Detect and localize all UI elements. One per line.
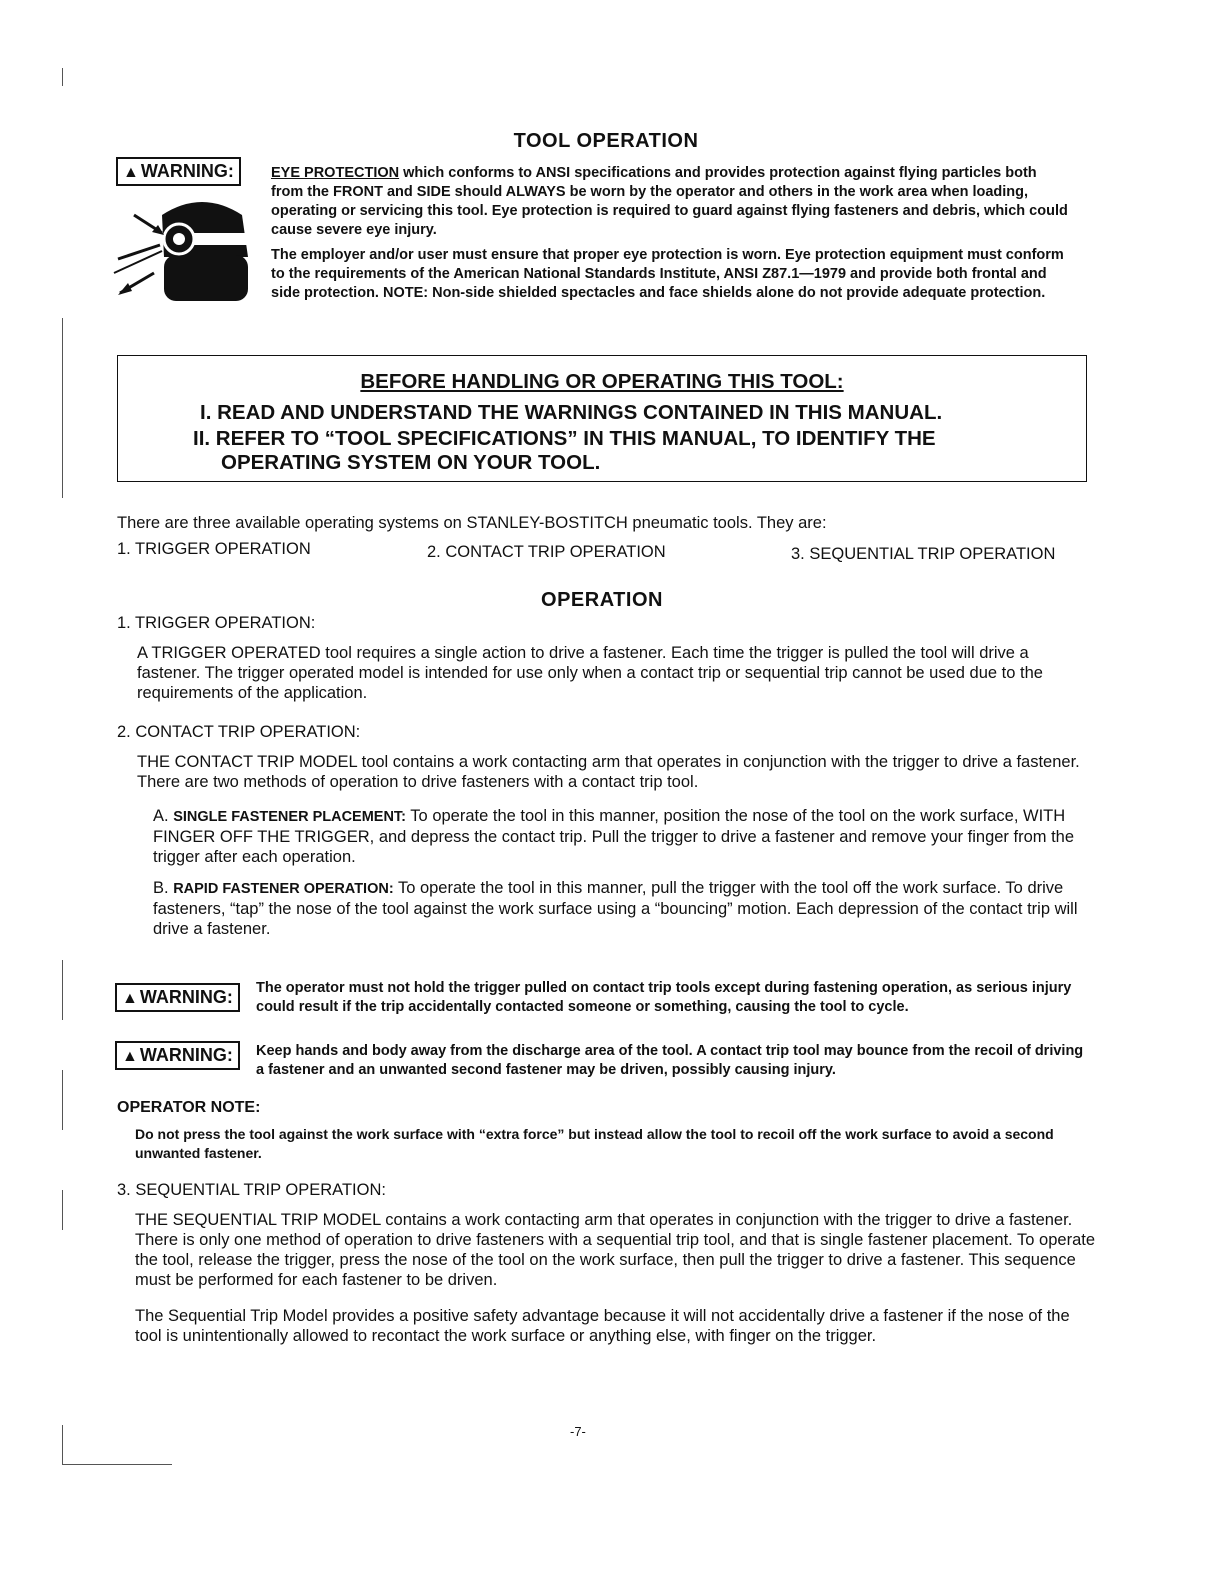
warning-badge: ▲ WARNING:: [115, 1041, 240, 1070]
contact-method-b: B. RAPID FASTENER OPERATION: To operate the tool in this manner, pull the trigger with the tool off the work surface. To drive fasteners, “tap” the nose of the tool against the work surface using a “bouncing” motion. Each depression of the contact trip will drive a fastener.: [153, 879, 1078, 938]
margin-mark: [62, 1190, 63, 1230]
margin-mark: [62, 318, 63, 498]
warning-badge: ▲ WARNING:: [116, 157, 241, 186]
before-operating-box: [117, 355, 1087, 482]
eye-protection-icon: [112, 195, 262, 310]
eye-protection-text: EYE PROTECTION which conforms to ANSI specifications and provides protection against flying particles both from the FRONT and SIDE should ALWAYS be worn by the operator and others in the work area when loading, operating or servicing this tool. Eye protection is required to guard against flying fasteners and debris, which could cause severe eye injury. The employer and/or user must ensure that proper eye protection is worn. Eye protection equipment must conform to the requirements of the American National Standards Institute, ANSI Z87.1—1979 and provide both frontal and side protection. NOTE: Non-side shielded spectacles and face shields alone do not provide adequate protection.: [271, 165, 1068, 301]
before-box-line-3: OPERATING SYSTEM ON YOUR TOOL.: [221, 451, 601, 474]
sequential-text-2: The Sequential Trip Model provides a positive safety advantage because it will not accidentally drive a fastener if the nose of the tool is unintentionally allowed to recontact the work surface or anything else, with finger on the trigger.: [135, 1307, 1070, 1345]
warning-triangle-icon: ▲: [122, 1048, 138, 1065]
warning-badge: ▲ WARNING:: [115, 983, 240, 1012]
operator-note-heading: OPERATOR NOTE:: [117, 1099, 261, 1116]
contact-text: THE CONTACT TRIP MODEL tool contains a work contacting arm that operates in conjunction with the trigger to drive a fastener. There are two methods of operation to drive fasteners with a contact trip tool.: [137, 753, 1080, 791]
before-box-line-1: I. READ AND UNDERSTAND THE WARNINGS CONTAINED IN THIS MANUAL.: [200, 401, 943, 424]
warning-triangle-icon: ▲: [122, 990, 138, 1007]
system-option-3: 3. SEQUENTIAL TRIP OPERATION: [791, 545, 1056, 563]
sequential-text-1: THE SEQUENTIAL TRIP MODEL contains a work contacting arm that operates in conjunction with the trigger to drive a fastener. There is only one method of operation to drive fasteners with a sequential trip tool, and that is single fastener placement. To operate the tool, release the trigger, press the nose of the tool on the work surface, then pull the trigger to drive a fastener. This sequence must be performed for each fastener to be driven.: [135, 1211, 1096, 1289]
page-number: -7-: [570, 1424, 586, 1439]
operator-note-text: Do not press the tool against the work surface with “extra force” but instead allow the tool to recoil off the work surface to avoid a second unwanted fastener.: [135, 1126, 1054, 1161]
margin-mark: [62, 960, 63, 1020]
sequential-heading: 3. SEQUENTIAL TRIP OPERATION:: [117, 1181, 386, 1199]
warning-hands-text: Keep hands and body away from the discharge area of the tool. A contact trip tool may bounce from the recoil of driving a fastener and an unwanted second fastener may be driven, possibly causing injury.: [256, 1043, 1084, 1078]
system-option-2: 2. CONTACT TRIP OPERATION: [427, 543, 666, 561]
contact-method-a: A. SINGLE FASTENER PLACEMENT: To operate the tool in this manner, position the nose of the tool on the work surface, WITH FINGER OFF THE TRIGGER, and depress the contact trip. Pull the trigger to drive a fastener and remove your finger from the trigger after each operation.: [153, 807, 1075, 866]
warning-triangle-icon: ▲: [123, 164, 139, 181]
warning-trigger-text: The operator must not hold the trigger pulled on contact trip tools except during fastening operation, as serious injury could result if the trip accidentally contacted someone or something, causing the tool to cycle.: [256, 980, 1072, 1015]
before-box-title: BEFORE HANDLING OR OPERATING THIS TOOL:: [360, 370, 844, 393]
system-option-1: 1. TRIGGER OPERATION: [117, 540, 311, 558]
trigger-text: A TRIGGER OPERATED tool requires a single action to drive a fastener. Each time the trigger is pulled the tool will drive a fastener. The trigger operated model is intended for use only when a contact trip or sequential trip cannot be used due to the requirements of the application.: [137, 644, 1043, 702]
trigger-heading: 1. TRIGGER OPERATION:: [117, 614, 316, 632]
margin-mark: [62, 68, 63, 86]
intro-text: There are three available operating systems on STANLEY-BOSTITCH pneumatic tools. They are:: [117, 514, 827, 532]
margin-mark: [62, 1070, 63, 1130]
page-title: TOOL OPERATION: [513, 130, 699, 152]
before-box-line-2: II. REFER TO “TOOL SPECIFICATIONS” IN THIS MANUAL, TO IDENTIFY THE: [193, 427, 936, 450]
corner-mark: [62, 1425, 63, 1465]
operation-title: OPERATION: [541, 589, 663, 611]
corner-mark: [62, 1464, 172, 1465]
contact-heading: 2. CONTACT TRIP OPERATION:: [117, 723, 361, 741]
